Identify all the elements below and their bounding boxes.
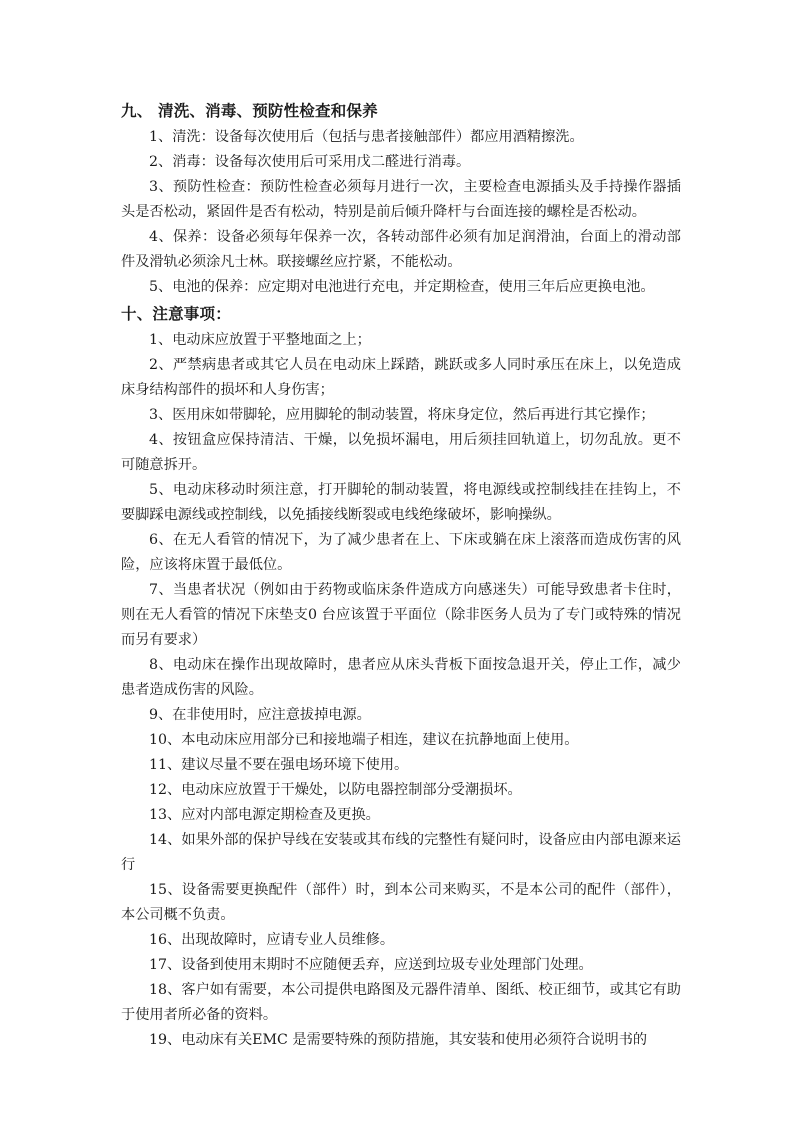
section-9-item: 2、消毒：设备每次使用后可采用戊二醛进行消毒。 (149, 154, 471, 170)
section-10-item: 1、电动床应放置于平整地面之上； (149, 332, 371, 348)
section-10-item: 3、医用床如带脚轮，应用脚轮的制动装置，将床身定位，然后再进行其它操作； (149, 407, 655, 423)
section-10-item: 17、设备到使用末期时不应随便丢弃，应送到垃圾专业处理部门处理。 (149, 957, 593, 973)
section-10-item: 16、出现故障时，应请专业人员维修。 (149, 932, 395, 948)
section-9-item: 3、预防性检查：预防性检查必须每月进行一次，主要检查电源插头及手持操作器插头是否松动，紧固件是否有松动，特别是前后倾升降杆与台面连接的螺栓是否松动。 (121, 179, 681, 220)
section-10-heading: 十、注意事项： (121, 305, 231, 323)
section-10-item: 15、设备需要更换配件（部件）时，到本公司来购买，不是本公司的配件（部件），本公司概不负责。 (121, 882, 681, 923)
section-10-item: 13、应对内部电源定期检查及更换。 (149, 807, 380, 823)
section-10-item: 2、严禁病患者或其它人员在电动床上踩踏，跳跃或多人同时承压在床上，以免造成床身结构部件的损坏和人身伤害； (121, 357, 681, 398)
section-10-item: 19、电动床有关EMC 是需要特殊的预防措施，其安装和使用必须符合说明书的 (149, 1032, 648, 1048)
section-10-item: 6、在无人看管的情况下，为了减少患者在上、下床或躺在床上滚落而造成伤害的风险，应该将床置于最低位。 (121, 532, 681, 573)
section-10-item: 11、建议尽量不要在强电场环境下使用。 (149, 757, 409, 773)
section-10-item: 5、电动床移动时须注意，打开脚轮的制动装置，将电源线或控制线挂在挂钩上，不要脚踩电源线或控制线，以免插接线断裂或电线绝缘破坏，影响操纵。 (121, 482, 681, 523)
document-body (121, 97, 681, 1053)
section-9-item: 1、清洗：设备每次使用后（包括与患者接触部件）都应用酒精擦洗。 (149, 129, 584, 145)
section-10-item: 7、当患者状况（例如由于药物或临床条件造成方向感迷失）可能导致患者卡住时，则在无人看管的情况下床垫支0 台应该置于平面位（除非医务人员为了专门或特殊的情况而另有要求） (121, 582, 681, 648)
section-9-heading: 九、 清洗、消毒、预防性检查和保养 (121, 102, 378, 120)
section-10-item: 10、本电动床应用部分已和接地端子相连，建议在抗静地面上使用。 (149, 732, 579, 748)
section-9-item: 5、电池的保养：应定期对电池进行充电，并定期检查，使用三年后应更换电池。 (149, 279, 655, 295)
section-10-item: 12、电动床应放置于干燥处，以防电器控制部分受潮损坏。 (149, 782, 522, 798)
section-10-item: 14、如果外部的保护导线在安装或其布线的完整性有疑问时，设备应由内部电源来运行 (121, 832, 681, 873)
section-10-item: 4、按钮盒应保持清洁、干燥，以免损坏漏电，用后须挂回轨道上，切勿乱放。更不可随意拆开。 (121, 432, 681, 473)
section-10-item: 8、电动床在操作出现故障时，患者应从床头背板下面按急退开关，停止工作，减少患者造成伤害的风险。 (121, 657, 681, 698)
section-10-item: 18、客户如有需要，本公司提供电路图及元器件清单、图纸、校正细节，或其它有助于使用者所必备的资料。 (121, 982, 681, 1023)
section-9-item: 4、保养：设备必须每年保养一次，各转动部件必须有加足润滑油，台面上的滑动部件及滑轨必须涂凡士林。联接螺丝应拧紧，不能松动。 (121, 229, 681, 270)
section-10-item: 9、在非使用时，应注意拔掉电源。 (149, 707, 371, 723)
